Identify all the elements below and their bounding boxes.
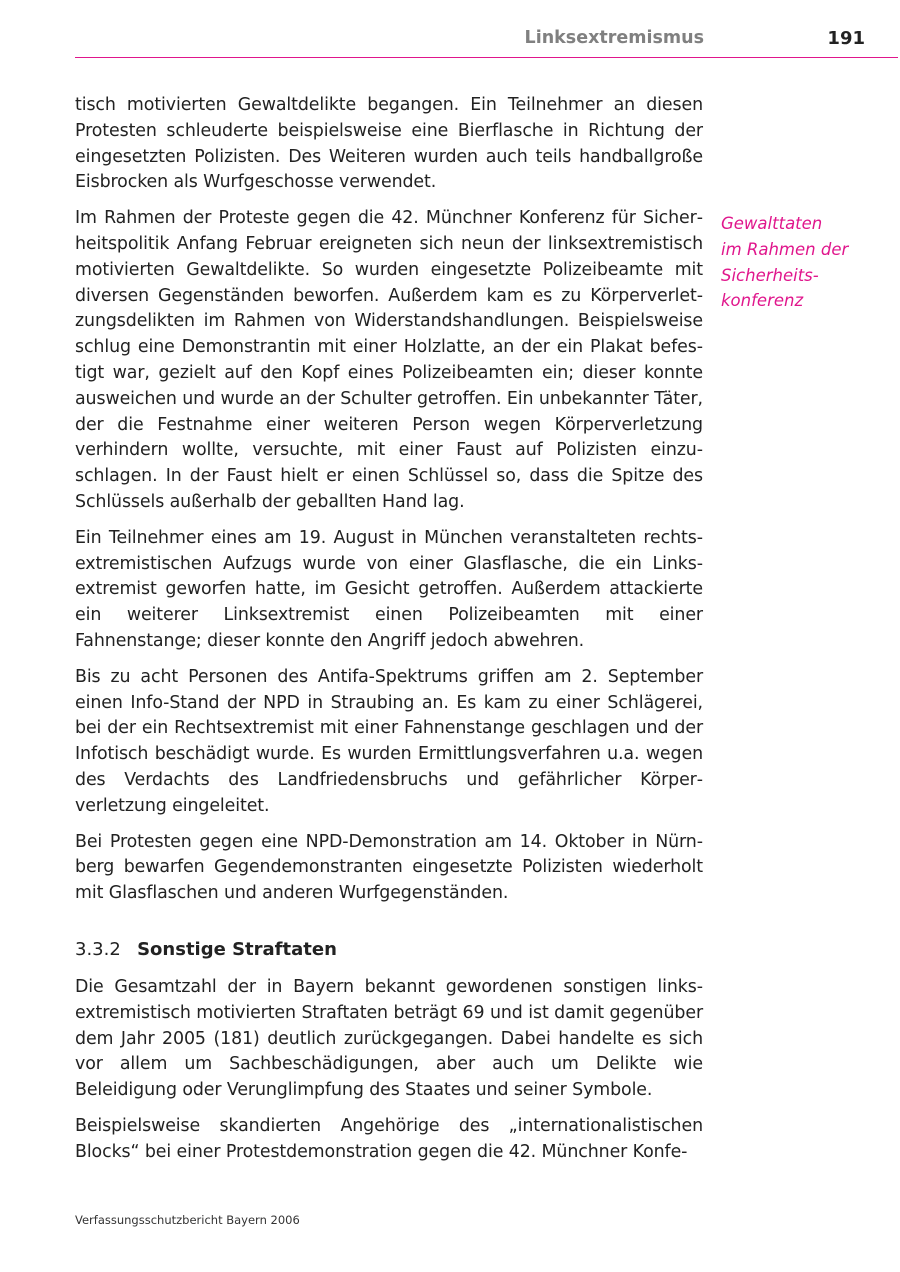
page-number: 191 xyxy=(827,28,865,49)
paragraph: Die Gesamtzahl der in Bayern bekannt gewordenen sonstigen linksextremistisch motivierten Straftaten beträgt 69 und ist damit gegenüber dem Jahr 2005 (181) deutlich zurückgegangen. Dabei handelte es sich vor allem um Sachbeschädigungen, aber auch um Delikte wie Beleidigung oder Verunglimpfung des Staates und seiner Symbole. xyxy=(75,976,703,1101)
margin-note-line: Gewalttaten xyxy=(721,214,823,233)
paragraph: Ein Teilnehmer eines am 19. August in München veranstalteten rechtsextremistischen Aufzugs wurde von einer Glasflasche, die ein Linksextremist geworfen hatte, im Gesicht getroffen. Außerdem attackierte ein weiterer Linksextremist einen Polizeibeamten mit einer Fahnenstange; dieser konnte den Angriff jedoch abwehren. xyxy=(75,527,703,651)
paragraph: tisch motivierten Gewaltdelikte begangen. Ein Teilnehmer an diesen Protesten schleuderte beispielsweise eine Bierflasche in Richtung der eingesetzten Polizisten. Des Weiteren wurden auch teils handballgroße Eisbrocken als Wurfgeschosse verwendet. xyxy=(75,95,703,193)
main-text-column xyxy=(75,0,703,1175)
section-title: Sonstige Straftaten xyxy=(137,938,337,960)
page-footer: Verfassungsschutzbericht Bayern 2006 xyxy=(75,1213,300,1227)
margin-note-line: konferenz xyxy=(721,291,804,311)
section-heading xyxy=(75,937,703,963)
paragraph: Bei Protesten gegen eine NPD-Demonstration am 14. Oktober in Nürnberg bewarfen Gegendemonstranten eingesetzte Polizisten wiederholt mit Glasflaschen und anderen Wurfgegenständen. xyxy=(75,831,703,904)
margin-note xyxy=(721,211,871,314)
running-header-title: Linksextremismus xyxy=(524,28,704,48)
paragraph: Im Rahmen der Proteste gegen die 42. Münchner Konferenz für Sicherheitspolitik Anfang Februar ereigneten sich neun der linksextremistisch motivierten Gewaltdelikte. So wurden eingesetzte Polizeibeamte mit diversen Gegenständen beworfen. Außerdem kam es zu Körperverletzungsdelikten im Rahmen von Widerstandshandlungen. Beispielsweise schlug eine Demonstrantin mit einer Holzlatte, an der ein Plakat befestigt war, gezielt auf den Kopf eines Polizeibeamten ein; dieser konnte ausweichen und wurde an der Schulter getroffen. Ein unbekannter Täter, der die Festnahme einer weiteren Person wegen Körperverletzung verhindern wollte, versuchte, mit einer Faust auf Polizisten einzuschlagen. In der Faust hielt er einen Schlüssel so, dass die Spitze des Schlüssels außerhalb der geballten Hand lag. xyxy=(75,208,703,512)
paragraph: Beispielsweise skandierten Angehörige des „internationalistischen Blocks“ bei einer Protestdemonstration gegen die 42. Münchner Konfe- xyxy=(75,1115,703,1162)
margin-note-line: im Rahmen der xyxy=(721,239,849,259)
section-number: 3.3.2 xyxy=(75,938,121,960)
margin-note-line: Sicherheits- xyxy=(721,265,819,285)
paragraph: Bis zu acht Personen des Antifa-Spektrums griffen am 2. September einen Info-Stand der NPD in Straubing an. Es kam zu einer Schlägerei, bei der ein Rechtsextremist mit einer Fahnenstange geschlagen und der Infotisch beschädigt wurde. Es wurden Ermittlungsverfahren u.a. wegen des Verdachts des Landfriedensbruchs und gefährlicher Körperverletzung eingeleitet. xyxy=(75,666,703,816)
